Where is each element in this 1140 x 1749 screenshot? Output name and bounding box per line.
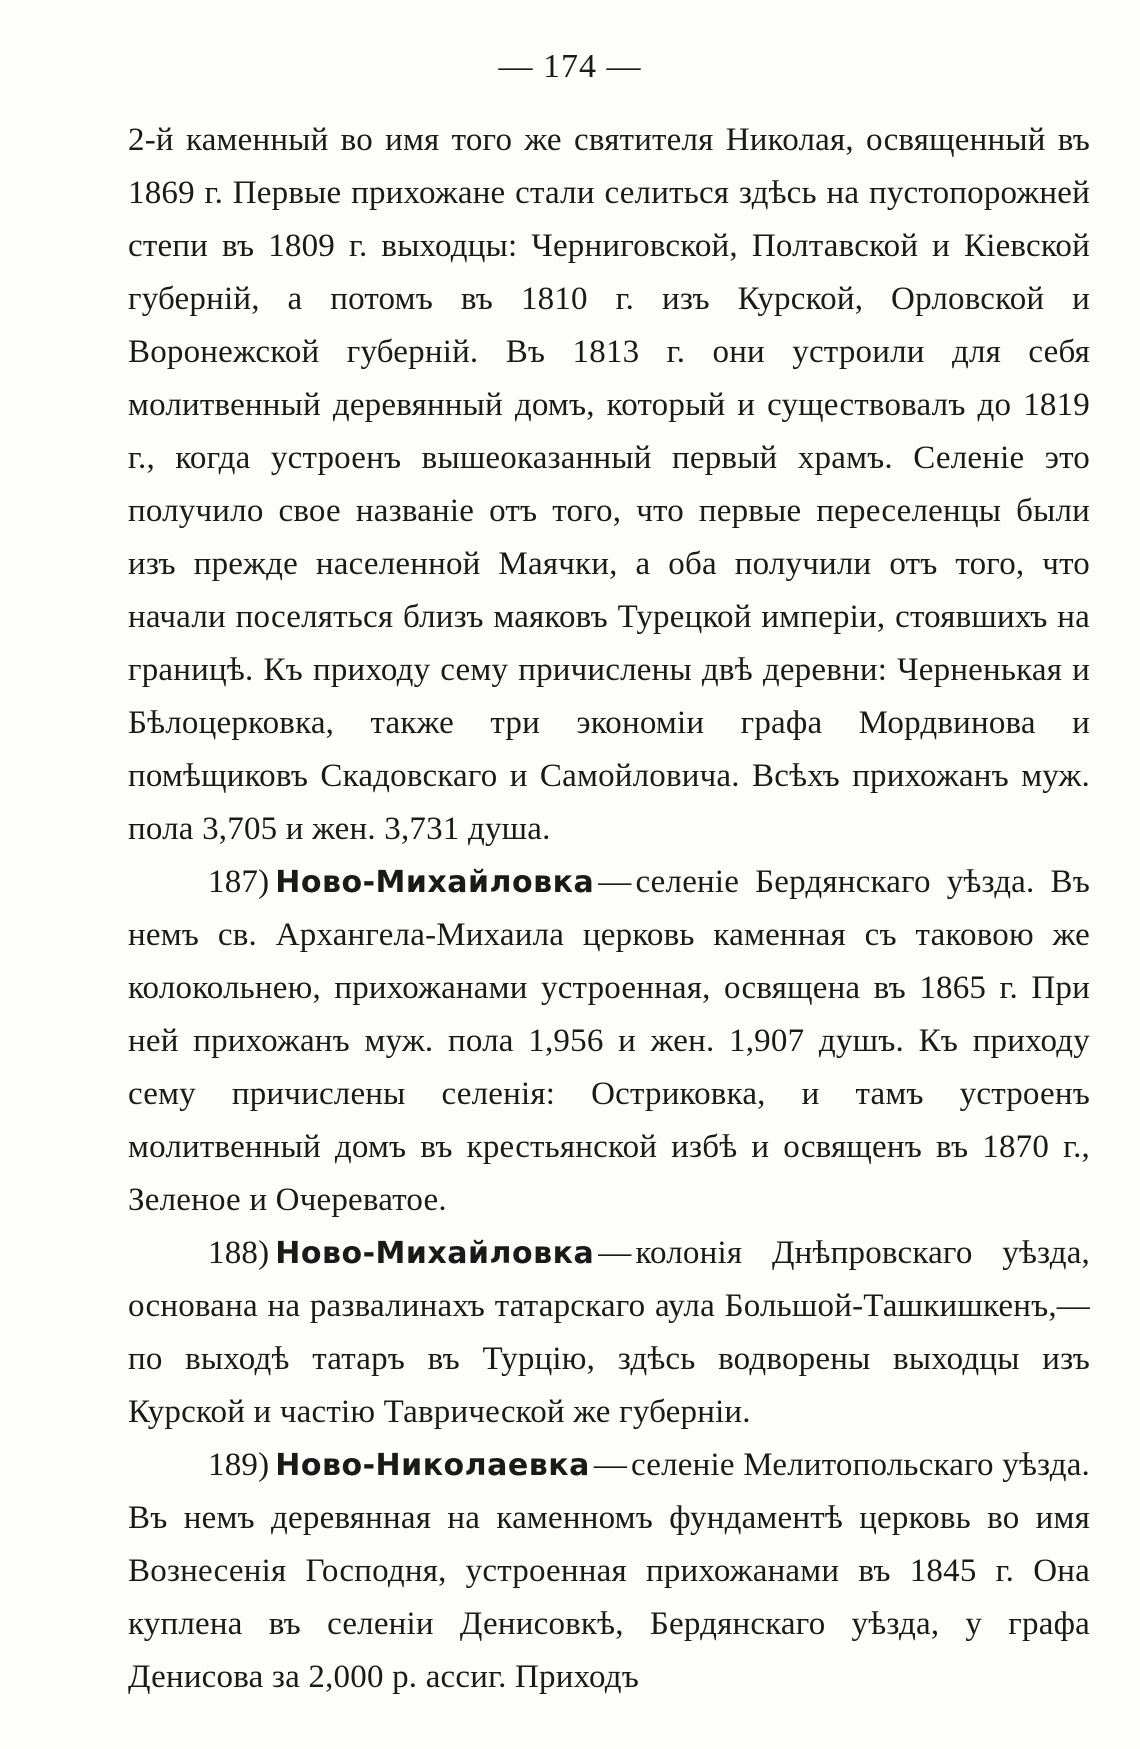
entry-heading: Ново-Михайловка bbox=[275, 865, 595, 900]
entry-dash: — bbox=[598, 864, 632, 900]
entry-heading: Ново-Михайловка bbox=[275, 1236, 595, 1271]
continuation-paragraph: 2-й каменный во имя того же святителя Николая, освященный въ 1869 г. Первые прихожане стали селиться здѣсь на пустопорожней степи въ 1809 г. выходцы: Черниговской, Полтавской и Кіевской губерній, а потомъ въ 1810 г. изъ Курской, Орловской и Воронежской губерній. Въ 1813 г. они устроили для себя молитвенный деревянный домъ, который и существовалъ до 1819 г., когда устроенъ вышеоказанный первый храмъ. Селеніе это получило свое названіе отъ того, что первые переселенцы были изъ прежде населенной Маячки, а оба получили отъ того, что начали поселяться близъ маяковъ Турецкой имперіи, стоявшихъ на границѣ. Къ приходу сему причислены двѣ деревни: Черненькая и Бѣлоцерковка, также три экономіи графа Мордвинова и помѣщиковъ Скадовскаго и Самойловича. Всѣхъ прихожанъ муж. пола 3,705 и жен. 3,731 душа. bbox=[128, 122, 1090, 847]
entry-189 bbox=[128, 1439, 1090, 1704]
entry-number: 187) bbox=[208, 864, 270, 900]
entry-number: 188) bbox=[208, 1235, 270, 1271]
page-number: — 174 — bbox=[498, 48, 642, 85]
entry-text: селеніе Бердянскаго уѣзда. Въ немъ св. Архангела-Михаила церковь каменная съ таковою же колокольнею, прихожанами устроенная, освящена въ 1865 г. При ней прихожанъ муж. пола 1,956 и жен. 1,907 душъ. Къ приходу сему причислены селенія: Остриковка, и тамъ устроенъ молитвенный домъ въ крестьянской избѣ и освященъ въ 1870 г., Зеленое и Очереватое. bbox=[128, 864, 1090, 1218]
entry-dash: — bbox=[593, 1447, 628, 1483]
entry-text: колонія Днѣпровскаго уѣзда, основана на развалинахъ татарскаго аула Большой-Ташкишкенъ,—по выходѣ татаръ въ Турцію, здѣсь водворены выходцы изъ Курской и частію Таврической же губерніи. bbox=[128, 1235, 1090, 1430]
entry-number: 189) bbox=[208, 1447, 270, 1483]
entry-dash: — bbox=[598, 1235, 632, 1271]
entry-text: селеніе Мелитопольскаго уѣзда. Въ немъ деревянная на каменномъ фундаментѣ церковь во имя Вознесенія Господня, устроенная прихожанами въ 1845 г. Она куплена въ селеніи Денисовкѣ, Бердянскаго уѣзда, у графа Денисова за 2,000 р. ассиг. Приходъ bbox=[128, 1447, 1090, 1695]
entry-heading: Ново-Николаевка bbox=[275, 1448, 590, 1483]
entry-187 bbox=[128, 856, 1090, 1227]
body-text bbox=[128, 114, 1090, 1704]
entry-188 bbox=[128, 1227, 1090, 1439]
